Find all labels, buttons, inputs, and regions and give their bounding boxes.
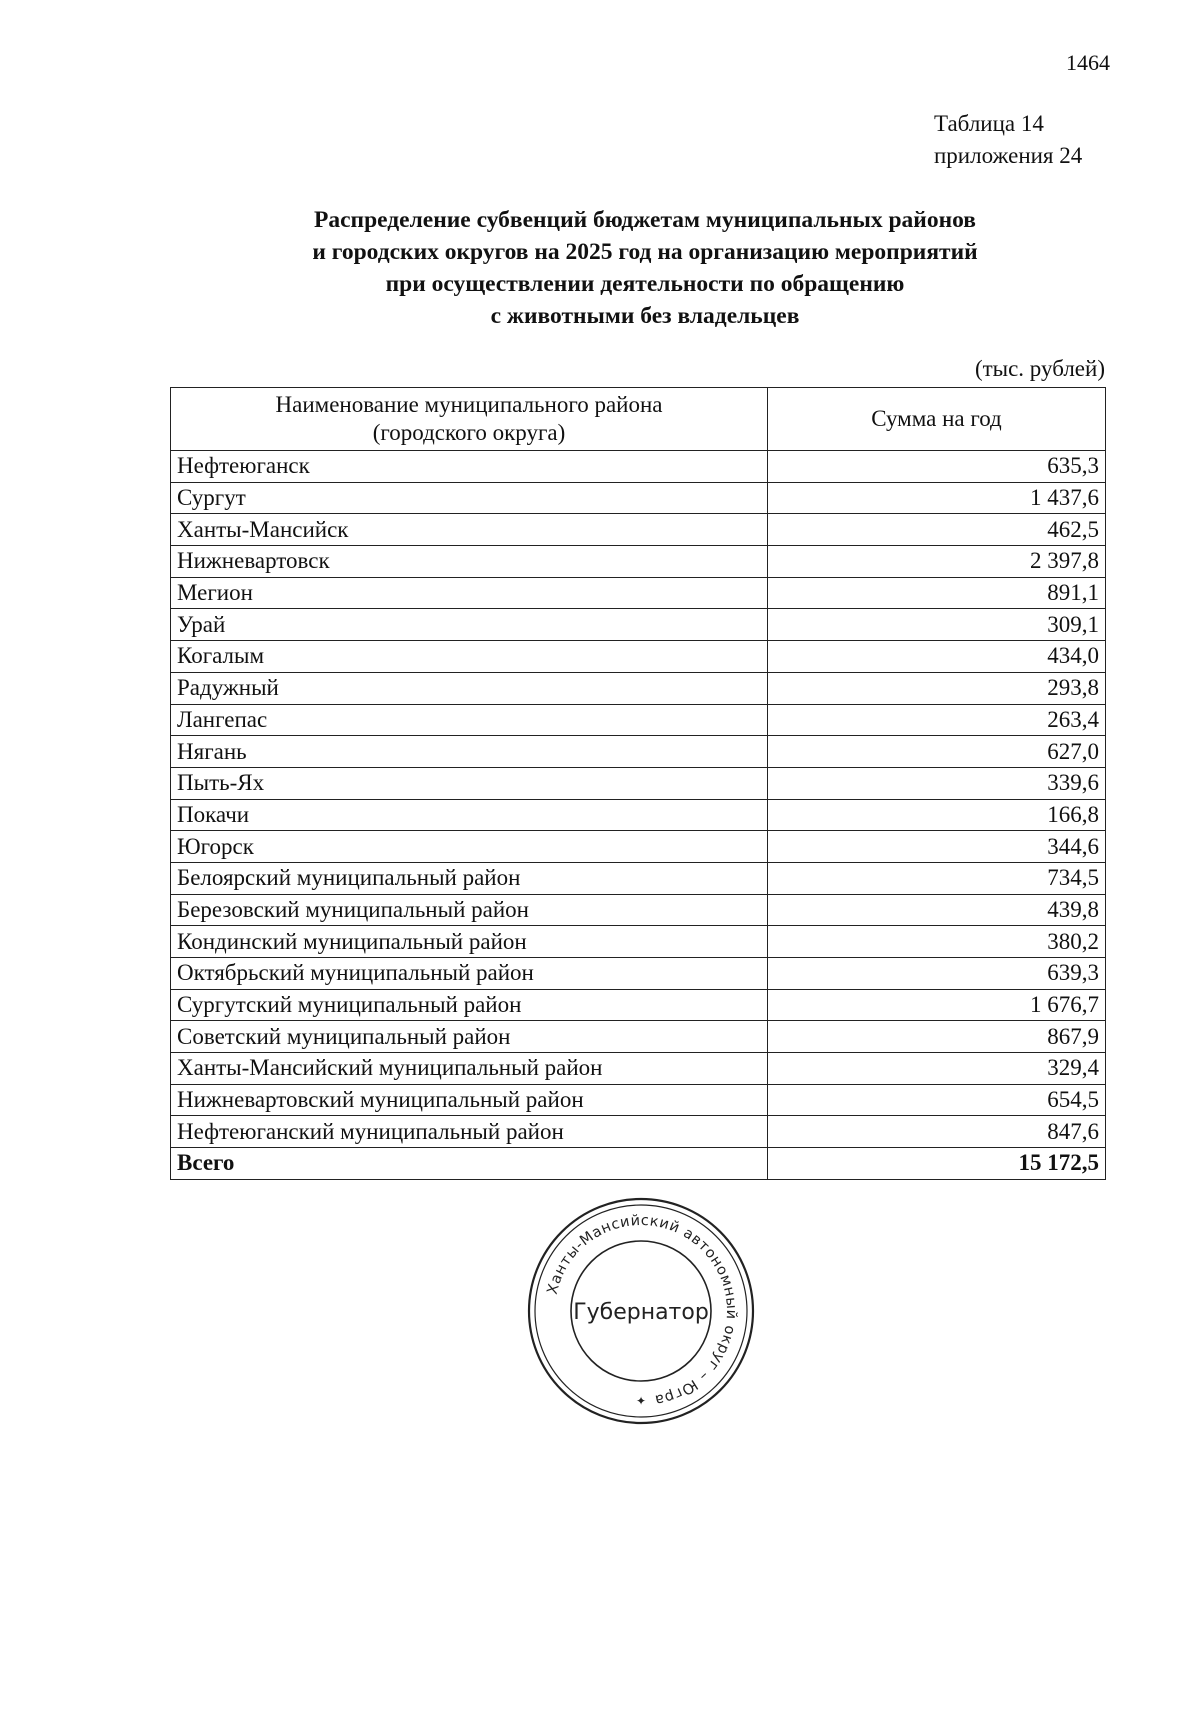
table-row [171, 1021, 1106, 1053]
row-value: 639,3 [768, 958, 1106, 990]
row-value: 462,5 [768, 514, 1106, 546]
row-name: Пыть-Ях [171, 767, 768, 799]
seal-ring-text: Ханты-Мансийский автономный округ – Югра [544, 1212, 740, 1408]
table-row [171, 514, 1106, 546]
distribution-table [170, 387, 1106, 1180]
total-value: 15 172,5 [768, 1148, 1106, 1180]
table-body [171, 451, 1106, 1180]
governor-seal [525, 1195, 757, 1427]
title-line-2: и городских округов на 2025 год на организацию мероприятий [312, 239, 978, 265]
row-name: Урай [171, 609, 768, 641]
table-row [171, 862, 1106, 894]
row-value: 339,6 [768, 767, 1106, 799]
table-row [171, 609, 1106, 641]
table-row [171, 704, 1106, 736]
row-name: Лангепас [171, 704, 768, 736]
row-name: Нефтеюганский муниципальный район [171, 1116, 768, 1148]
page-number: 1464 [1066, 50, 1110, 75]
table-row [171, 577, 1106, 609]
row-name: Советский муниципальный район [171, 1021, 768, 1053]
table-row [171, 546, 1106, 578]
table-row [171, 1116, 1106, 1148]
row-value: 1 676,7 [768, 989, 1106, 1021]
row-value: 867,9 [768, 1021, 1106, 1053]
row-name: Белоярский муниципальный район [171, 862, 768, 894]
table-reference-line-2: приложения 24 [934, 143, 1083, 168]
row-value: 635,3 [768, 451, 1106, 483]
table-row [171, 831, 1106, 863]
table-row [171, 958, 1106, 990]
row-value: 434,0 [768, 641, 1106, 673]
row-name: Нижневартовский муниципальный район [171, 1084, 768, 1116]
row-name: Радужный [171, 672, 768, 704]
header-municipality [171, 388, 768, 451]
row-value: 891,1 [768, 577, 1106, 609]
row-name: Ханты-Мансийск [171, 514, 768, 546]
table-row [171, 894, 1106, 926]
row-value: 344,6 [768, 831, 1106, 863]
row-name: Ханты-Мансийский муниципальный район [171, 1053, 768, 1085]
table-row [171, 1084, 1106, 1116]
header-annual-sum: Сумма на год [768, 388, 1106, 451]
row-name: Мегион [171, 577, 768, 609]
table-row [171, 641, 1106, 673]
row-value: 309,1 [768, 609, 1106, 641]
table-row [171, 482, 1106, 514]
row-name: Покачи [171, 799, 768, 831]
table-header-row [171, 388, 1106, 451]
row-value: 654,5 [768, 1084, 1106, 1116]
table-row [171, 736, 1106, 768]
row-name: Когалым [171, 641, 768, 673]
table-reference [934, 108, 1082, 172]
title-line-3: при осуществлении деятельности по обращению [385, 271, 905, 297]
title-line-1: Распределение субвенций бюджетам муниципальных районов [314, 207, 976, 233]
document-title [170, 204, 1120, 332]
row-name: Кондинский муниципальный район [171, 926, 768, 958]
row-name: Сургут [171, 482, 768, 514]
row-value: 1 437,6 [768, 482, 1106, 514]
table-row [171, 672, 1106, 704]
table-row [171, 451, 1106, 483]
row-value: 439,8 [768, 894, 1106, 926]
table-row [171, 1053, 1106, 1085]
table-row [171, 767, 1106, 799]
row-value: 293,8 [768, 672, 1106, 704]
row-value: 166,8 [768, 799, 1106, 831]
total-label: Всего [171, 1148, 768, 1180]
header-municipality-line-2: (городского округа) [372, 420, 566, 445]
total-row [171, 1148, 1106, 1180]
row-name: Нижневартовск [171, 546, 768, 578]
row-name: Октябрьский муниципальный район [171, 958, 768, 990]
row-name: Сургутский муниципальный район [171, 989, 768, 1021]
row-name: Нефтеюганск [171, 451, 768, 483]
row-name: Нягань [171, 736, 768, 768]
table-reference-line-1: Таблица 14 [934, 111, 1044, 136]
seal-center-text: Губернатор [573, 1300, 709, 1325]
row-value: 329,4 [768, 1053, 1106, 1085]
title-line-4: с животными без владельцев [490, 303, 800, 329]
table-row [171, 989, 1106, 1021]
row-value: 2 397,8 [768, 546, 1106, 578]
row-value: 627,0 [768, 736, 1106, 768]
row-value: 734,5 [768, 862, 1106, 894]
seal-star-icon: ✦ [635, 1394, 647, 1408]
table-row [171, 799, 1106, 831]
table-row [171, 926, 1106, 958]
header-municipality-line-1: Наименование муниципального района [275, 392, 663, 417]
units-label: (тыс. рублей) [974, 356, 1105, 381]
row-value: 847,6 [768, 1116, 1106, 1148]
row-value: 263,4 [768, 704, 1106, 736]
row-name: Березовский муниципальный район [171, 894, 768, 926]
row-value: 380,2 [768, 926, 1106, 958]
row-name: Югорск [171, 831, 768, 863]
